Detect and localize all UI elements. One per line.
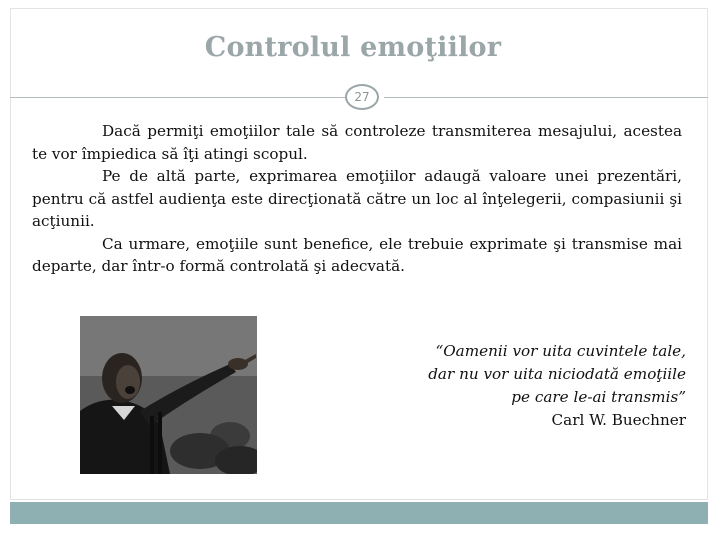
paragraph-1: Dacă permiţi emoţiilor tale să controleze transmiterea mesajului, acestea te vor împiedica să îţi atingi scopul. (32, 122, 682, 163)
body-text (32, 120, 682, 278)
paragraph-2: Pe de altă parte, exprimarea emoţiilor adaugă valoare unei prezentări, pentru că astfel audienţa este direcţionată către un loc al înţelegerii, compasiunii şi acţiunii. (32, 167, 682, 230)
quote-block (330, 340, 686, 432)
paragraph-3: Ca urmare, emoţiile sunt benefice, ele trebuie exprimate şi transmise mai departe, dar într-o formă controlată şi adecvată. (32, 234, 682, 275)
quote-line-3: pe care le-ai transmis” (511, 388, 686, 406)
title-rule-right (384, 97, 708, 98)
slide-title: Controlul emoţiilor (204, 32, 502, 63)
speaker-photo (80, 316, 257, 474)
page-number-badge: 27 (345, 84, 379, 110)
title-rule-left (10, 97, 346, 98)
quote-author: Carl W. Buechner (551, 411, 686, 429)
quote-line-1: “Oamenii vor uita cuvintele tale, (435, 342, 686, 360)
footer-bar (10, 502, 708, 524)
quote-line-2: dar nu vor uita niciodată emoţiile (428, 365, 686, 383)
